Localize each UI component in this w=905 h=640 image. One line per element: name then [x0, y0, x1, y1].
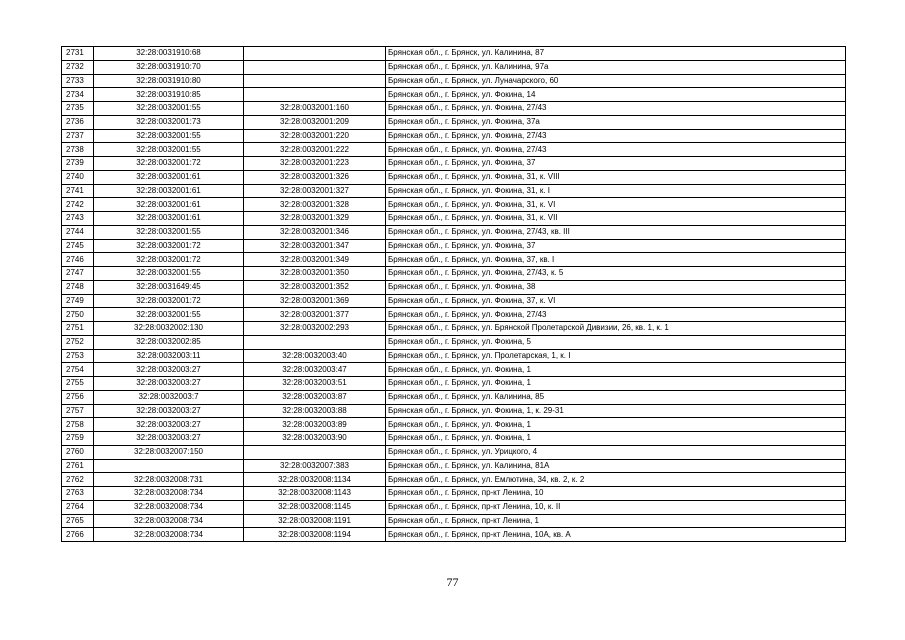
address-cell: Брянская обл., г. Брянск, ул. Фокина, 5	[386, 335, 846, 349]
address-cell: Брянская обл., г. Брянск, ул. Калинина, 81А	[386, 459, 846, 473]
object-number-cell: 32:28:0032003:47	[244, 363, 386, 377]
object-number-cell: 32:28:0032008:1143	[244, 487, 386, 501]
object-number-cell: 32:28:0032003:88	[244, 404, 386, 418]
object-number-cell: 32:28:0032008:1145	[244, 500, 386, 514]
table-row	[62, 500, 846, 514]
address-cell: Брянская обл., г. Брянск, ул. Фокина, 27/43, кв. III	[386, 225, 846, 239]
row-number-cell: 2731	[62, 47, 94, 61]
row-number-cell: 2760	[62, 445, 94, 459]
cadastral-number-cell: 32:28:0032001:61	[94, 198, 244, 212]
address-cell: Брянская обл., г. Брянск, ул. Фокина, 27/43, к. 5	[386, 267, 846, 281]
object-number-cell	[244, 335, 386, 349]
table-row	[62, 239, 846, 253]
cadastral-number-cell: 32:28:0032001:55	[94, 267, 244, 281]
address-cell: Брянская обл., г. Брянск, ул. Фокина, 1, к. 29-31	[386, 404, 846, 418]
table-row	[62, 184, 846, 198]
cadastral-number-cell	[94, 459, 244, 473]
object-number-cell: 32:28:0032003:87	[244, 390, 386, 404]
object-number-cell: 32:28:0032001:328	[244, 198, 386, 212]
row-number-cell: 2751	[62, 322, 94, 336]
object-number-cell	[244, 445, 386, 459]
table-row	[62, 390, 846, 404]
object-number-cell: 32:28:0032003:40	[244, 349, 386, 363]
table-row	[62, 280, 846, 294]
table-row	[62, 349, 846, 363]
cadastral-number-cell: 32:28:0032008:734	[94, 514, 244, 528]
row-number-cell: 2747	[62, 267, 94, 281]
table-row	[62, 60, 846, 74]
address-cell: Брянская обл., г. Брянск, ул. Фокина, 37	[386, 239, 846, 253]
cadastral-number-cell: 32:28:0032008:734	[94, 487, 244, 501]
address-cell: Брянская обл., г. Брянск, пр-кт Ленина, 10, к. II	[386, 500, 846, 514]
cadastral-number-cell: 32:28:0032002:130	[94, 322, 244, 336]
address-cell: Брянская обл., г. Брянск, ул. Фокина, 27/43	[386, 129, 846, 143]
row-number-cell: 2755	[62, 377, 94, 391]
table-row	[62, 198, 846, 212]
table-row	[62, 528, 846, 542]
table-row	[62, 74, 846, 88]
table-row	[62, 514, 846, 528]
address-cell: Брянская обл., г. Брянск, ул. Калинина, 97а	[386, 60, 846, 74]
cadastral-number-cell: 32:28:0032002:85	[94, 335, 244, 349]
object-number-cell: 32:28:0032003:51	[244, 377, 386, 391]
object-number-cell: 32:28:0032001:349	[244, 253, 386, 267]
cadastral-number-cell: 32:28:0032008:734	[94, 528, 244, 542]
row-number-cell: 2738	[62, 143, 94, 157]
address-cell: Брянская обл., г. Брянск, ул. Фокина, 1	[386, 377, 846, 391]
address-cell: Брянская обл., г. Брянск, ул. Фокина, 37, к. VI	[386, 294, 846, 308]
address-cell: Брянская обл., г. Брянск, ул. Луначарского, 60	[386, 74, 846, 88]
object-number-cell	[244, 47, 386, 61]
row-number-cell: 2752	[62, 335, 94, 349]
object-number-cell: 32:28:0032008:1194	[244, 528, 386, 542]
address-cell: Брянская обл., г. Брянск, ул. Фокина, 27/43	[386, 308, 846, 322]
row-number-cell: 2761	[62, 459, 94, 473]
address-cell: Брянская обл., г. Брянск, ул. Фокина, 38	[386, 280, 846, 294]
object-number-cell: 32:28:0032001:220	[244, 129, 386, 143]
object-number-cell	[244, 60, 386, 74]
row-number-cell: 2745	[62, 239, 94, 253]
row-number-cell: 2732	[62, 60, 94, 74]
cadastral-number-cell: 32:28:0032001:72	[94, 294, 244, 308]
cadastral-number-cell: 32:28:0031910:85	[94, 88, 244, 102]
table-row	[62, 363, 846, 377]
address-cell: Брянская обл., г. Брянск, ул. Брянской Пролетарской Дивизии, 26, кв. 1, к. 1	[386, 322, 846, 336]
cadastral-number-cell: 32:28:0032003:7	[94, 390, 244, 404]
table-row	[62, 129, 846, 143]
cadastral-number-cell: 32:28:0032001:55	[94, 102, 244, 116]
address-cell: Брянская обл., г. Брянск, ул. Фокина, 31, к. VIII	[386, 170, 846, 184]
row-number-cell: 2758	[62, 418, 94, 432]
row-number-cell: 2753	[62, 349, 94, 363]
object-number-cell: 32:28:0032001:329	[244, 212, 386, 226]
object-number-cell: 32:28:0032001:160	[244, 102, 386, 116]
row-number-cell: 2754	[62, 363, 94, 377]
table-row	[62, 308, 846, 322]
row-number-cell: 2740	[62, 170, 94, 184]
object-number-cell: 32:28:0032001:326	[244, 170, 386, 184]
table-row	[62, 267, 846, 281]
table-row	[62, 294, 846, 308]
object-number-cell: 32:28:0032001:352	[244, 280, 386, 294]
row-number-cell: 2763	[62, 487, 94, 501]
address-cell: Брянская обл., г. Брянск, пр-кт Ленина, 10	[386, 487, 846, 501]
cadastral-number-cell: 32:28:0031910:80	[94, 74, 244, 88]
cadastral-number-cell: 32:28:0032001:61	[94, 170, 244, 184]
object-number-cell: 32:28:0032001:346	[244, 225, 386, 239]
row-number-cell: 2746	[62, 253, 94, 267]
cadastral-number-cell: 32:28:0031910:70	[94, 60, 244, 74]
cadastral-number-cell: 32:28:0032001:55	[94, 129, 244, 143]
table-row	[62, 143, 846, 157]
table-row	[62, 253, 846, 267]
object-number-cell: 32:28:0032003:90	[244, 432, 386, 446]
object-number-cell: 32:28:0032007:383	[244, 459, 386, 473]
address-cell: Брянская обл., г. Брянск, ул. Фокина, 37	[386, 157, 846, 171]
address-cell: Брянская обл., г. Брянск, ул. Фокина, 27/43	[386, 102, 846, 116]
row-number-cell: 2742	[62, 198, 94, 212]
cadastral-number-cell: 32:28:0032001:55	[94, 143, 244, 157]
cadastral-number-cell: 32:28:0032003:27	[94, 377, 244, 391]
cadastral-number-cell: 32:28:0032007:150	[94, 445, 244, 459]
object-number-cell: 32:28:0032008:1134	[244, 473, 386, 487]
row-number-cell: 2757	[62, 404, 94, 418]
address-cell: Брянская обл., г. Брянск, ул. Фокина, 1	[386, 418, 846, 432]
row-number-cell: 2750	[62, 308, 94, 322]
table-row	[62, 404, 846, 418]
address-cell: Брянская обл., г. Брянск, ул. Урицкого, 4	[386, 445, 846, 459]
address-cell: Брянская обл., г. Брянск, ул. Калинина, 87	[386, 47, 846, 61]
cadastral-number-cell: 32:28:0032001:73	[94, 115, 244, 129]
row-number-cell: 2733	[62, 74, 94, 88]
object-number-cell: 32:28:0032001:223	[244, 157, 386, 171]
cadastral-number-cell: 32:28:0032008:734	[94, 500, 244, 514]
row-number-cell: 2736	[62, 115, 94, 129]
object-number-cell: 32:28:0032002:293	[244, 322, 386, 336]
cadastral-number-cell: 32:28:0032001:72	[94, 157, 244, 171]
cadastral-number-cell: 32:28:0031910:68	[94, 47, 244, 61]
table-row	[62, 335, 846, 349]
object-number-cell: 32:28:0032001:222	[244, 143, 386, 157]
row-number-cell: 2756	[62, 390, 94, 404]
cadastral-number-cell: 32:28:0032001:55	[94, 308, 244, 322]
address-cell: Брянская обл., г. Брянск, ул. Фокина, 37а	[386, 115, 846, 129]
row-number-cell: 2764	[62, 500, 94, 514]
address-cell: Брянская обл., г. Брянск, ул. Емлютина, 34, кв. 2, к. 2	[386, 473, 846, 487]
row-number-cell: 2741	[62, 184, 94, 198]
address-cell: Брянская обл., г. Брянск, ул. Фокина, 1	[386, 432, 846, 446]
address-cell: Брянская обл., г. Брянск, пр-кт Ленина, 1	[386, 514, 846, 528]
row-number-cell: 2766	[62, 528, 94, 542]
address-cell: Брянская обл., г. Брянск, ул. Пролетарская, 1, к. I	[386, 349, 846, 363]
cadastral-number-cell: 32:28:0032001:61	[94, 212, 244, 226]
table-row	[62, 322, 846, 336]
object-number-cell: 32:28:0032003:89	[244, 418, 386, 432]
row-number-cell: 2744	[62, 225, 94, 239]
address-cell: Брянская обл., г. Брянск, ул. Фокина, 31, к. VII	[386, 212, 846, 226]
address-cell: Брянская обл., г. Брянск, ул. Фокина, 37, кв. I	[386, 253, 846, 267]
row-number-cell: 2743	[62, 212, 94, 226]
address-cell: Брянская обл., г. Брянск, ул. Фокина, 1	[386, 363, 846, 377]
table-body	[62, 47, 846, 542]
cadastral-number-cell: 32:28:0032003:27	[94, 363, 244, 377]
row-number-cell: 2739	[62, 157, 94, 171]
table-row	[62, 212, 846, 226]
row-number-cell: 2748	[62, 280, 94, 294]
object-number-cell: 32:28:0032001:369	[244, 294, 386, 308]
address-cell: Брянская обл., г. Брянск, ул. Фокина, 27/43	[386, 143, 846, 157]
row-number-cell: 2759	[62, 432, 94, 446]
cadastral-number-cell: 32:28:0032001:55	[94, 225, 244, 239]
table-row	[62, 459, 846, 473]
address-cell: Брянская обл., г. Брянск, ул. Фокина, 14	[386, 88, 846, 102]
table-row	[62, 487, 846, 501]
row-number-cell: 2762	[62, 473, 94, 487]
table-row	[62, 47, 846, 61]
cadastral-table	[61, 46, 846, 542]
address-cell: Брянская обл., г. Брянск, ул. Фокина, 31, к. I	[386, 184, 846, 198]
address-cell: Брянская обл., г. Брянск, пр-кт Ленина, 10А, кв. А	[386, 528, 846, 542]
table-row	[62, 377, 846, 391]
cadastral-number-cell: 32:28:0032008:731	[94, 473, 244, 487]
row-number-cell: 2734	[62, 88, 94, 102]
cadastral-number-cell: 32:28:0031649:45	[94, 280, 244, 294]
cadastral-number-cell: 32:28:0032001:61	[94, 184, 244, 198]
address-cell: Брянская обл., г. Брянск, ул. Фокина, 31, к. VI	[386, 198, 846, 212]
table-row	[62, 157, 846, 171]
row-number-cell: 2765	[62, 514, 94, 528]
object-number-cell: 32:28:0032001:209	[244, 115, 386, 129]
cadastral-number-cell: 32:28:0032003:11	[94, 349, 244, 363]
object-number-cell: 32:28:0032001:347	[244, 239, 386, 253]
table-row	[62, 115, 846, 129]
row-number-cell: 2735	[62, 102, 94, 116]
cadastral-number-cell: 32:28:0032001:72	[94, 239, 244, 253]
table-row	[62, 225, 846, 239]
object-number-cell: 32:28:0032008:1191	[244, 514, 386, 528]
cadastral-number-cell: 32:28:0032003:27	[94, 404, 244, 418]
cadastral-number-cell: 32:28:0032003:27	[94, 432, 244, 446]
page-number: 77	[446, 575, 459, 589]
object-number-cell	[244, 74, 386, 88]
table-row	[62, 418, 846, 432]
row-number-cell: 2749	[62, 294, 94, 308]
row-number-cell: 2737	[62, 129, 94, 143]
address-cell: Брянская обл., г. Брянск, ул. Калинина, 85	[386, 390, 846, 404]
table-row	[62, 102, 846, 116]
object-number-cell: 32:28:0032001:327	[244, 184, 386, 198]
table-row	[62, 432, 846, 446]
object-number-cell	[244, 88, 386, 102]
object-number-cell: 32:28:0032001:377	[244, 308, 386, 322]
table-row	[62, 473, 846, 487]
cadastral-number-cell: 32:28:0032003:27	[94, 418, 244, 432]
cadastral-number-cell: 32:28:0032001:72	[94, 253, 244, 267]
table-row	[62, 88, 846, 102]
table-row	[62, 445, 846, 459]
object-number-cell: 32:28:0032001:350	[244, 267, 386, 281]
table-row	[62, 170, 846, 184]
